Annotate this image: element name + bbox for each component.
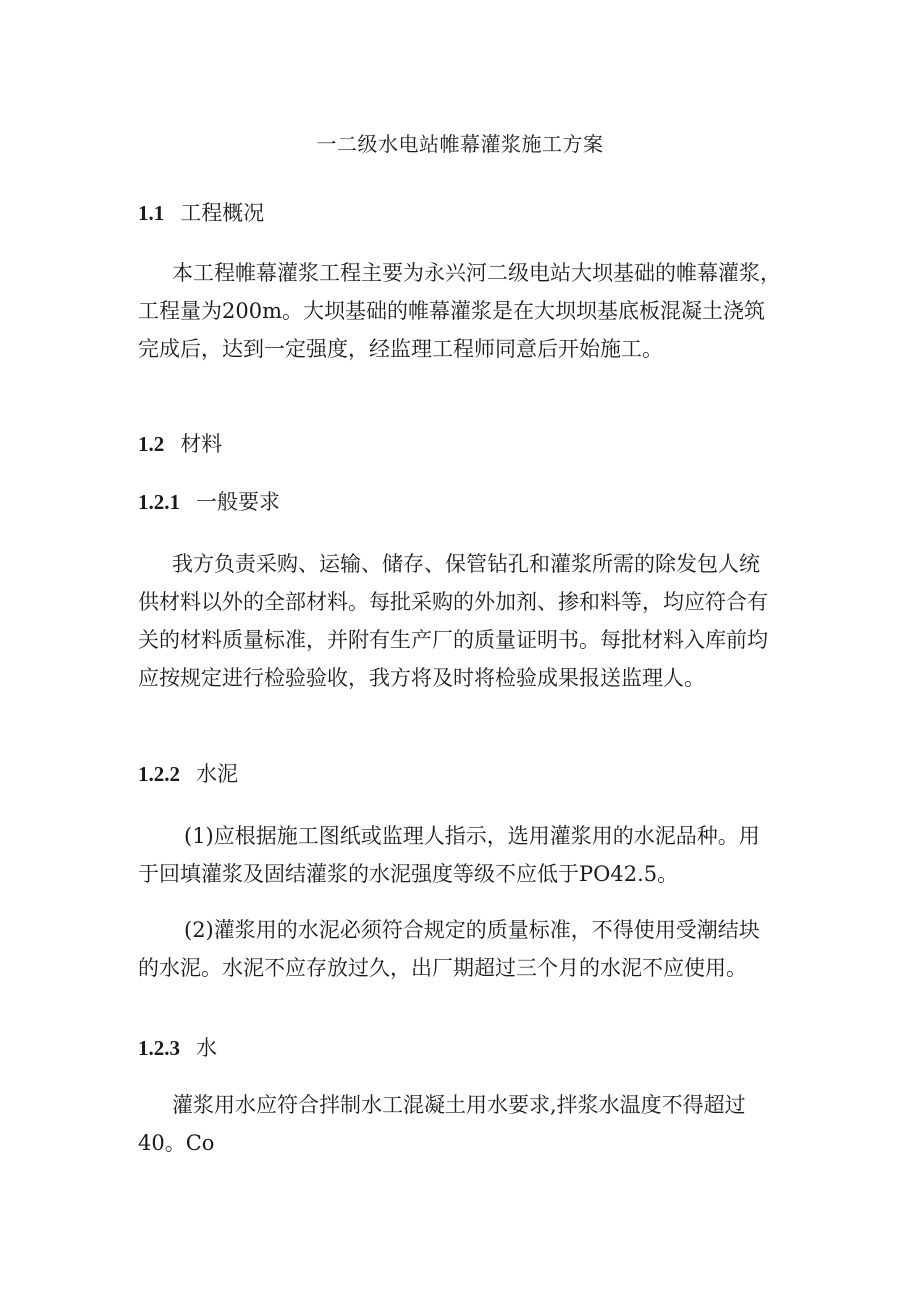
paragraph-project-overview [138, 254, 788, 368]
document-title: 一二级水电站帷幕灌浆施工方案 [316, 132, 604, 156]
section-heading-1-1 [138, 197, 264, 227]
paragraph-line: 工程量为200m。大坝基础的帷幕灌浆是在大坝坝基底板混凝土浇筑 [138, 299, 765, 323]
paragraph-line: (2)灌浆用的水泥必须符合规定的质量标准，不得使用受潮结块 [184, 918, 760, 942]
paragraph-line: 完成后，达到一定强度，经监理工程师同意后开始施工。 [138, 337, 663, 361]
paragraph-line: 于回填灌浆及固结灌浆的水泥强度等级不应低于PO42.5。 [138, 862, 679, 886]
paragraph-cement-item-1 [138, 817, 788, 893]
section-heading-1-2-2 [138, 758, 238, 788]
paragraph-line: 关的材料质量标准，并附有生产厂的质量证明书。每批材料入库前均 [138, 628, 768, 652]
section-title: 水 [196, 1036, 217, 1060]
paragraph-line: 灌浆用水应符合拌制水工混凝土用水要求,拌浆水温度不得超过 [172, 1093, 746, 1117]
paragraph-line: 40。Co [138, 1131, 215, 1155]
section-heading-1-2 [138, 428, 222, 458]
section-heading-1-2-1 [138, 486, 280, 516]
paragraph-line: 供材料以外的全部材料。每批采购的外加剂、掺和料等，均应符合有 [138, 590, 768, 614]
section-title: 水泥 [196, 762, 238, 786]
section-number: 1.2.1 [138, 490, 180, 514]
section-title: 材料 [180, 432, 223, 456]
section-heading-1-2-3 [138, 1032, 217, 1062]
section-number: 1.2.2 [138, 762, 180, 786]
paragraph-line: 本工程帷幕灌浆工程主要为永兴河二级电站大坝基础的帷幕灌浆， [172, 261, 781, 285]
paragraph-general-requirements [138, 545, 788, 697]
paragraph-cement-item-2 [138, 911, 788, 987]
section-number: 1.2.3 [138, 1036, 180, 1060]
section-number: 1.2 [138, 432, 165, 456]
paragraph-line: (1)应根据施工图纸或监理人指示，选用灌浆用的水泥品种。用 [184, 824, 760, 848]
section-title: 工程概况 [180, 201, 265, 225]
paragraph-water [138, 1086, 788, 1162]
paragraph-line: 的水泥。水泥不应存放过久，出厂期超过三个月的水泥不应使用。 [138, 956, 747, 980]
section-title: 一般要求 [196, 490, 280, 514]
paragraph-line: 应按规定进行检验验收，我方将及时将检验成果报送监理人。 [138, 666, 705, 690]
section-number: 1.1 [138, 201, 165, 225]
paragraph-line: 我方负责采购、运输、储存、保管钻孔和灌浆所需的除发包人统 [172, 552, 760, 576]
